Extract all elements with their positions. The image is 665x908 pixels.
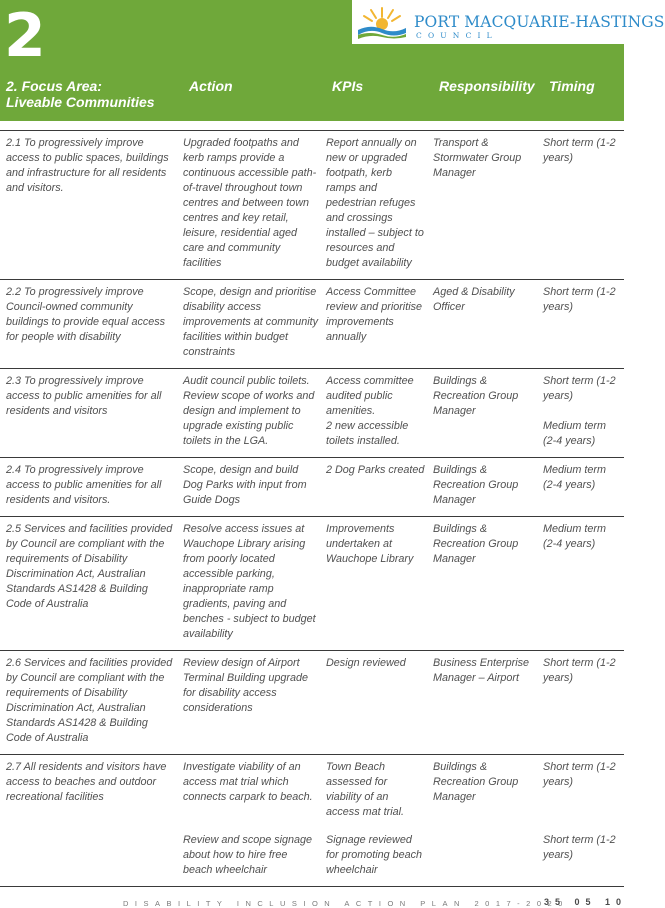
kpi-cell: [326, 374, 433, 449]
table-row: [0, 754, 624, 828]
section-number: 2: [4, 1, 46, 71]
council-subtitle: COUNCIL: [416, 31, 498, 40]
responsibility-cell: Buildings & Recreation Group Manager: [433, 464, 519, 506]
responsibility-heading: Responsibility: [439, 78, 535, 94]
action-cell: Audit council public toilets. Review scope of works and design and implement to upgrade existing public toilets in the LGA.: [183, 375, 315, 447]
kpi-line: Access committee audited public amenities.: [326, 375, 414, 417]
responsibility-cell: Buildings & Recreation Group Manager: [433, 523, 519, 565]
kpi-line: 2 new accessible toilets installed.: [326, 420, 409, 447]
focus-cell: 2.5 Services and facilities provided by Council are compliant with the requirements of Disability Discrimination Act, Australian Standards AS1428 & Building Code of Australia: [6, 523, 173, 610]
table-row: [0, 130, 624, 279]
focus-area-heading-line1: 2. Focus Area:: [6, 78, 102, 94]
timing-line: Short term (1-2 years): [543, 375, 616, 402]
timing-cell: Short term (1-2 years): [543, 286, 616, 313]
kpi-cell: Access Committee review and prioritise improvements annually: [326, 286, 423, 343]
action-cell: Investigate viability of an access mat trial which connects carpark to beach.: [183, 761, 313, 803]
kpi-cell: Report annually on new or upgraded footpath, kerb ramps and pedestrian refuges and crossings installed – subject to resources and budget availability: [326, 137, 424, 269]
action-cell: Scope, design and build Dog Parks with input from Guide Dogs: [183, 464, 307, 506]
action-cell: Scope, design and prioritise disability access improvements at community facilities within budget constraints: [183, 286, 319, 358]
focus-cell: 2.2 To progressively improve Council-owned community buildings to provide equal access for people with disability: [6, 286, 166, 343]
council-name: PORT MACQUARIE-HASTINGS: [414, 13, 665, 31]
responsibility-cell: Buildings & Recreation Group Manager: [433, 375, 519, 417]
page-numbers: 35 05 10: [544, 897, 628, 907]
action-heading: Action: [189, 78, 233, 94]
focus-cell: 2.3 To progressively improve access to public amenities for all residents and visitors: [6, 375, 162, 417]
table-bottom-rule: [0, 886, 624, 887]
timing-cell: Short term (1-2 years): [543, 834, 616, 861]
kpi-cell: Design reviewed: [326, 657, 406, 669]
document-title: DISABILITY INCLUSION ACTION PLAN 2017-2020: [123, 899, 569, 908]
action-cell: Review and scope signage about how to hire free beach wheelchair: [183, 834, 313, 876]
timing-line: Medium term (2-4 years): [543, 420, 606, 447]
table-row: [0, 828, 624, 886]
responsibility-cell: Buildings & Recreation Group Manager: [433, 761, 519, 803]
focus-cell: 2.4 To progressively improve access to public amenities for all residents and visitors.: [6, 464, 162, 506]
table-row: [0, 279, 624, 368]
timing-heading: Timing: [549, 78, 595, 94]
timing-cell: [543, 374, 624, 449]
responsibility-cell: Transport & Stormwater Group Manager: [433, 137, 522, 179]
action-cell: Resolve access issues at Wauchope Library arising from poorly located accessible parking, inappropriate ramp gradients, paving and benches - subject to budget availability: [183, 523, 316, 640]
responsibility-cell: Aged & Disability Officer: [433, 286, 515, 313]
timing-cell: Short term (1-2 years): [543, 761, 616, 788]
action-cell: Upgraded footpaths and kerb ramps provide a continuous accessible path-of-travel throughout town centres and between town centres and key retail, leisure, residential aged care and community facilities: [183, 137, 317, 269]
page-footer: [0, 896, 628, 908]
focus-cell: 2.1 To progressively improve access to public spaces, buildings and infrastructure for all residents and visitors.: [6, 137, 169, 194]
timing-cell: Medium term (2-4 years): [543, 523, 606, 550]
action-plan-table: [0, 130, 624, 887]
table-row: [0, 516, 624, 650]
table-row: [0, 650, 624, 754]
focus-area-heading: [6, 78, 176, 110]
kpi-cell: Town Beach assessed for viability of an access mat trial.: [326, 761, 404, 818]
kpis-heading: KPIs: [332, 78, 364, 94]
kpi-cell: Improvements undertaken at Wauchope Library: [326, 523, 414, 565]
focus-cell: 2.6 Services and facilities provided by Council are compliant with the requirements of Disability Discrimination Act, Australian Standards AS1428 & Building Code of Australia: [6, 657, 173, 744]
table-row: [0, 368, 624, 457]
sun-river-logo-icon: [356, 6, 408, 45]
action-cell: Review design of Airport Terminal Building upgrade for disability access considerations: [183, 657, 309, 714]
focus-cell: 2.7 All residents and visitors have access to beaches and outdoor recreational facilities: [6, 761, 167, 803]
kpi-cell: 2 Dog Parks created: [326, 464, 425, 476]
timing-cell: Short term (1-2 years): [543, 657, 616, 684]
kpi-cell: Signage reviewed for promoting beach wheelchair: [326, 834, 423, 876]
table-row: [0, 457, 624, 516]
timing-cell: Short term (1-2 years): [543, 137, 616, 164]
timing-cell: Medium term (2-4 years): [543, 464, 606, 491]
responsibility-cell: Business Enterprise Manager – Airport: [433, 657, 530, 684]
focus-area-heading-line2: Liveable Communities: [6, 94, 155, 110]
